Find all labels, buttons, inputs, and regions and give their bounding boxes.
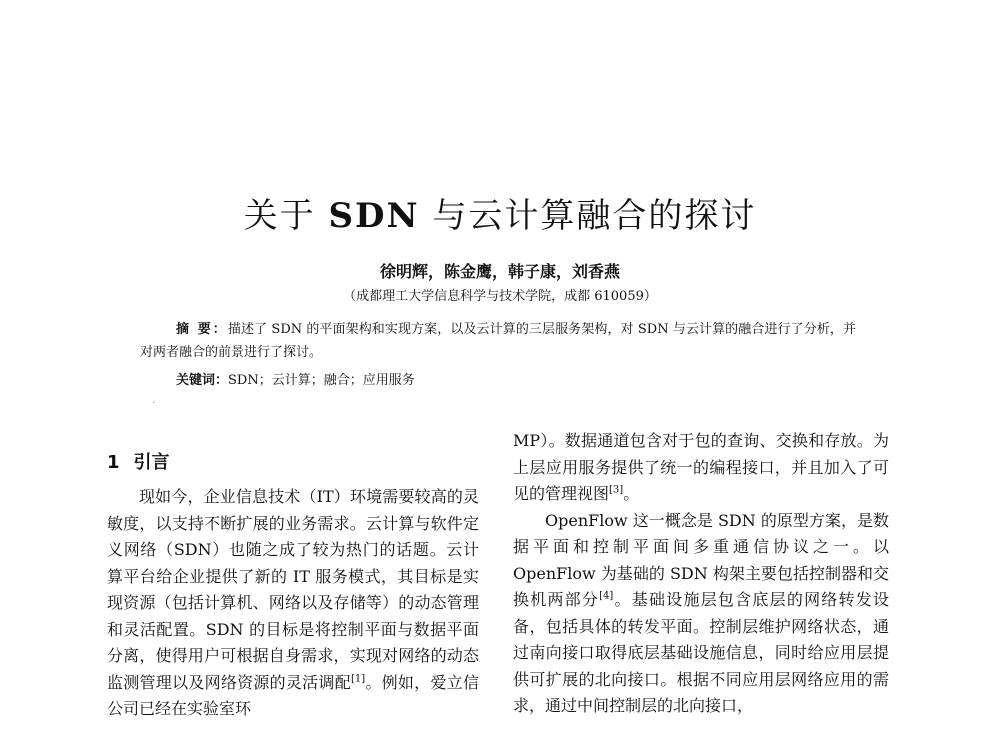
paragraph-text: OpenFlow 这一概念是 SDN 的原型方案，是数据平面和控制平面间多重通信协议之一。以 OpenFlow 为基础的 SDN 构架主要包括控制器和交换机两部分 — [513, 510, 889, 609]
abstract-label: 摘 要： — [176, 322, 228, 337]
author-affiliation: （成都理工大学信息科学与技术学院，成都 610059） — [343, 289, 657, 304]
abstract — [140, 318, 856, 364]
abstract-text: 描述了 SDN 的平面架构和实现方案，以及云计算的三层服务架构，对 SDN 与云计算的融合进行了分析，并对两者融合的前景进行了探讨。 — [140, 322, 857, 360]
title-part-2: 与云计算融合的探讨 — [419, 196, 757, 236]
paragraph-text: 。基础设施层包含底层的网络转发设备，包括具体的转发平面。控制层维护网络状态，通过南向接口取得底层基础设施信息，同时给应用层提供可扩展的北向接口。根据不同应用层网络应用的需求，通过中间控制层的北向接口， — [513, 590, 889, 715]
author-list: 徐明辉，陈金鹰，韩子康，刘香燕 — [379, 262, 620, 281]
paragraph-text: 。 — [623, 484, 640, 503]
citation-ref: [4] — [599, 590, 614, 602]
paragraph-text: MP）。数据通道包含对于包的查询、交换和存放。为上层应用服务提供了统一的编程接口，并且加入了可见的管理视图 — [513, 431, 889, 503]
stray-dot: · — [152, 398, 156, 409]
title-latin: SDN — [328, 196, 420, 236]
paragraph-text: 现如今，企业信息技术（IT）环境需要较高的灵敏度，以支持不断扩展的业务需求。云计算与软件定义网络（SDN）也随之成了较为热门的话题。云计算平台给企业提供了新的 IT 服务模式，其目标是实现资源（包括计算机、网络以及存储等）的动态管理和灵活配置。SDN 的目标是将控制平面与数据平面分离，使得用户可根据自身需求，实现对网络的动态监测管理以及网络资源的灵活调配 — [107, 487, 479, 692]
right-column — [513, 428, 889, 720]
citation-ref: [3] — [609, 484, 624, 496]
paragraph-text: 。例如，爱立信公司已经在实验室环 — [107, 672, 479, 718]
section-title: 引言 — [133, 452, 170, 473]
keywords-label: 关键词： — [176, 373, 229, 388]
title-part-1: 关于 — [243, 196, 329, 236]
paragraph — [513, 428, 889, 508]
paragraph — [107, 484, 479, 723]
section-heading-introduction — [107, 448, 170, 474]
section-number: 1 — [107, 452, 120, 473]
left-column — [107, 484, 479, 723]
citation-ref: [1] — [350, 673, 366, 685]
paper-title — [0, 188, 1000, 237]
keywords-text: SDN；云计算；融合；应用服务 — [228, 373, 415, 388]
keywords — [176, 369, 415, 388]
paragraph — [513, 508, 889, 720]
